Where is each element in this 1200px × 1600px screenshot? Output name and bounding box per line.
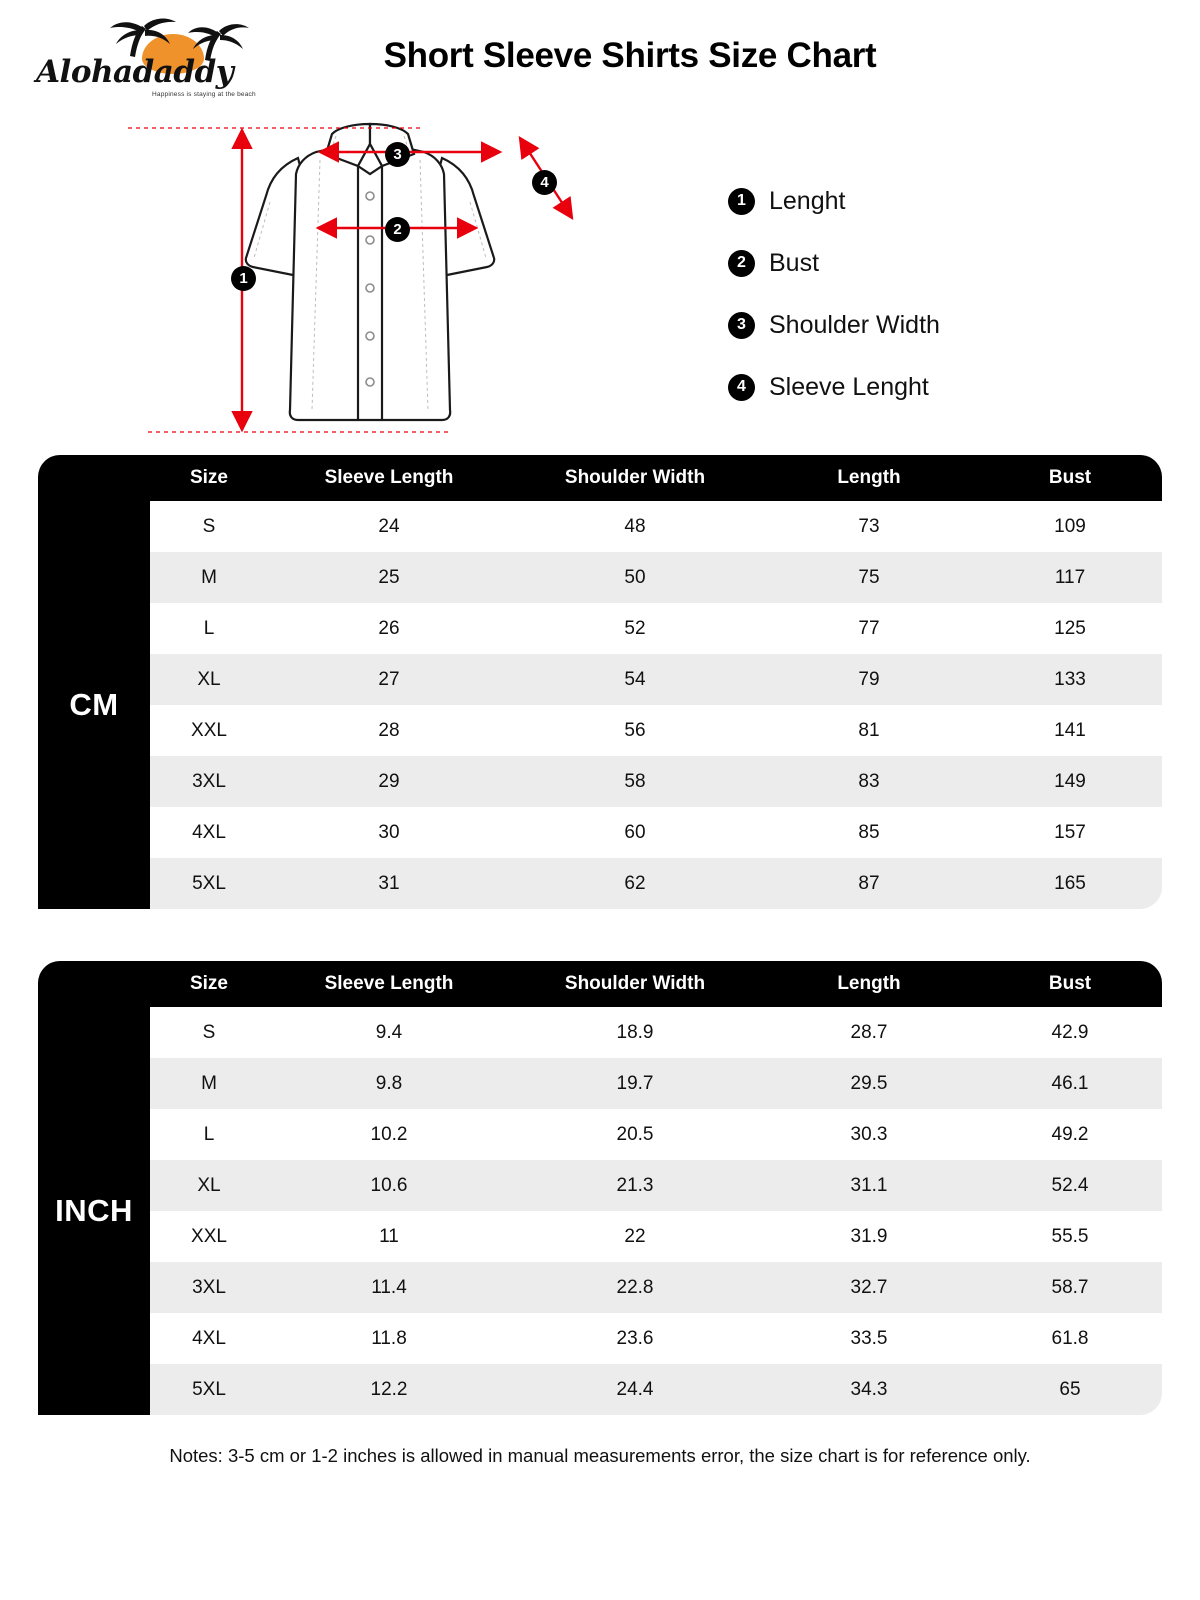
- cell-size: XXL: [150, 1211, 268, 1262]
- table-row: [38, 1211, 1162, 1262]
- cell-size: 4XL: [150, 1313, 268, 1364]
- cell-bust: 141: [978, 705, 1162, 756]
- cell-shoulder: 22.8: [510, 1262, 760, 1313]
- unit-cell-inch: INCH: [38, 1007, 150, 1415]
- size-table-inch: [38, 961, 1162, 1415]
- cell-sleeve: 29: [268, 756, 510, 807]
- cell-sleeve: 30: [268, 807, 510, 858]
- table-row: [38, 552, 1162, 603]
- brand-tagline: Happiness is staying at the beach: [152, 91, 256, 98]
- cell-bust: 109: [978, 501, 1162, 552]
- table-row: [38, 654, 1162, 705]
- cell-bust: 117: [978, 552, 1162, 603]
- legend-item-sleeve-length: [728, 356, 940, 418]
- cell-sleeve: 11: [268, 1211, 510, 1262]
- cell-sleeve: 26: [268, 603, 510, 654]
- marker-1-length: 1: [231, 266, 256, 291]
- cell-sleeve: 28: [268, 705, 510, 756]
- shirt-svg: [120, 110, 700, 455]
- cell-size: XXL: [150, 705, 268, 756]
- cell-size: 3XL: [150, 1262, 268, 1313]
- cell-shoulder: 60: [510, 807, 760, 858]
- col-header-shoulder-width: Shoulder Width: [510, 961, 760, 1007]
- legend-label-1: Lenght: [769, 186, 846, 215]
- unit-header-inch: [38, 961, 150, 1007]
- cell-sleeve: 11.4: [268, 1262, 510, 1313]
- cell-shoulder: 21.3: [510, 1160, 760, 1211]
- col-header-shoulder-width: Shoulder Width: [510, 455, 760, 501]
- cell-bust: 55.5: [978, 1211, 1162, 1262]
- cell-length: 77: [760, 603, 978, 654]
- cell-bust: 65: [978, 1364, 1162, 1415]
- cell-bust: 157: [978, 807, 1162, 858]
- cell-size: XL: [150, 654, 268, 705]
- marker-4-sleeve: 4: [532, 170, 557, 195]
- cell-shoulder: 20.5: [510, 1109, 760, 1160]
- size-table-cm: [38, 455, 1162, 909]
- cell-shoulder: 24.4: [510, 1364, 760, 1415]
- cell-shoulder: 18.9: [510, 1007, 760, 1058]
- cell-sleeve: 10.6: [268, 1160, 510, 1211]
- cell-bust: 61.8: [978, 1313, 1162, 1364]
- cell-bust: 149: [978, 756, 1162, 807]
- legend-label-2: Bust: [769, 248, 820, 277]
- cell-bust: 125: [978, 603, 1162, 654]
- cell-size: S: [150, 501, 268, 552]
- table-row: [38, 603, 1162, 654]
- cell-shoulder: 56: [510, 705, 760, 756]
- marker-2-bust: 2: [385, 217, 410, 242]
- cell-sleeve: 12.2: [268, 1364, 510, 1415]
- inch-table-block: [38, 961, 1162, 1415]
- legend-item-shoulder-width: [728, 294, 940, 356]
- marker-3-shoulder: 3: [385, 142, 410, 167]
- cell-length: 33.5: [760, 1313, 978, 1364]
- cell-size: M: [150, 1058, 268, 1109]
- legend-bullet-3: 3: [728, 312, 755, 339]
- cell-bust: 52.4: [978, 1160, 1162, 1211]
- page-title: Short Sleeve Shirts Size Chart: [383, 36, 877, 75]
- legend-bullet-1: 1: [728, 188, 755, 215]
- cell-sleeve: 31: [268, 858, 510, 909]
- legend-label-3: Shoulder Width: [769, 310, 940, 339]
- cell-length: 79: [760, 654, 978, 705]
- cell-sleeve: 24: [268, 501, 510, 552]
- cell-bust: 42.9: [978, 1007, 1162, 1058]
- table-body-inch: [38, 1007, 1162, 1415]
- cell-length: 31.9: [760, 1211, 978, 1262]
- table-row: [38, 1364, 1162, 1415]
- table-row: [38, 1007, 1162, 1058]
- legend-item-bust: [728, 232, 940, 294]
- shirt-illustration: [120, 110, 700, 455]
- col-header-bust: Bust: [978, 961, 1162, 1007]
- unit-cell-cm: CM: [38, 501, 150, 909]
- cell-bust: 49.2: [978, 1109, 1162, 1160]
- cell-sleeve: 9.4: [268, 1007, 510, 1058]
- cell-shoulder: 58: [510, 756, 760, 807]
- cell-size: XL: [150, 1160, 268, 1211]
- table-row: [38, 1313, 1162, 1364]
- cell-bust: 165: [978, 858, 1162, 909]
- table-row: [38, 858, 1162, 909]
- cell-length: 83: [760, 756, 978, 807]
- cell-length: 30.3: [760, 1109, 978, 1160]
- table-body-cm: [38, 501, 1162, 909]
- cell-shoulder: 50: [510, 552, 760, 603]
- cell-sleeve: 10.2: [268, 1109, 510, 1160]
- cell-length: 31.1: [760, 1160, 978, 1211]
- col-header-size: Size: [150, 455, 268, 501]
- table-row: [38, 705, 1162, 756]
- cm-table-block: [38, 455, 1162, 909]
- cell-length: 32.7: [760, 1262, 978, 1313]
- legend-item-length: [728, 170, 940, 232]
- table-row: [38, 1109, 1162, 1160]
- cell-shoulder: 54: [510, 654, 760, 705]
- measurement-diagram: [0, 110, 1200, 455]
- cell-sleeve: 25: [268, 552, 510, 603]
- cell-size: S: [150, 1007, 268, 1058]
- table-header-row: [38, 455, 1162, 501]
- cell-size: L: [150, 1109, 268, 1160]
- col-header-sleeve-length: Sleeve Length: [268, 961, 510, 1007]
- table-row: [38, 1262, 1162, 1313]
- table-row: [38, 1058, 1162, 1109]
- cell-length: 85: [760, 807, 978, 858]
- cell-size: 4XL: [150, 807, 268, 858]
- cell-bust: 58.7: [978, 1262, 1162, 1313]
- cell-shoulder: 22: [510, 1211, 760, 1262]
- table-row: [38, 807, 1162, 858]
- legend-label-4: Sleeve Lenght: [769, 372, 929, 401]
- footer-notes: Notes: 3-5 cm or 1-2 inches is allowed in manual measurements error, the size chart is for reference only.: [169, 1445, 1031, 1466]
- cell-shoulder: 62: [510, 858, 760, 909]
- unit-header-cm: [38, 455, 150, 501]
- col-header-length: Length: [760, 961, 978, 1007]
- cell-shoulder: 52: [510, 603, 760, 654]
- legend-bullet-4: 4: [728, 374, 755, 401]
- cell-size: 3XL: [150, 756, 268, 807]
- cell-sleeve: 11.8: [268, 1313, 510, 1364]
- cell-sleeve: 27: [268, 654, 510, 705]
- col-header-bust: Bust: [978, 455, 1162, 501]
- table-header-row: [38, 961, 1162, 1007]
- cell-length: 87: [760, 858, 978, 909]
- cell-bust: 46.1: [978, 1058, 1162, 1109]
- cell-size: L: [150, 603, 268, 654]
- cell-length: 75: [760, 552, 978, 603]
- table-spacer: [0, 909, 1200, 961]
- cell-size: 5XL: [150, 1364, 268, 1415]
- cell-length: 81: [760, 705, 978, 756]
- col-header-length: Length: [760, 455, 978, 501]
- cell-length: 34.3: [760, 1364, 978, 1415]
- cell-length: 73: [760, 501, 978, 552]
- measurement-legend: [728, 170, 940, 418]
- cell-size: M: [150, 552, 268, 603]
- cell-shoulder: 48: [510, 501, 760, 552]
- legend-bullet-2: 2: [728, 250, 755, 277]
- table-row: [38, 1160, 1162, 1211]
- cell-shoulder: 19.7: [510, 1058, 760, 1109]
- cell-size: 5XL: [150, 858, 268, 909]
- cell-length: 28.7: [760, 1007, 978, 1058]
- col-header-size: Size: [150, 961, 268, 1007]
- table-row: [38, 501, 1162, 552]
- table-row: [38, 756, 1162, 807]
- cell-shoulder: 23.6: [510, 1313, 760, 1364]
- brand-name: Alohadaddy: [36, 54, 234, 90]
- cell-sleeve: 9.8: [268, 1058, 510, 1109]
- cell-length: 29.5: [760, 1058, 978, 1109]
- col-header-sleeve-length: Sleeve Length: [268, 455, 510, 501]
- cell-bust: 133: [978, 654, 1162, 705]
- page-header: [0, 0, 1200, 110]
